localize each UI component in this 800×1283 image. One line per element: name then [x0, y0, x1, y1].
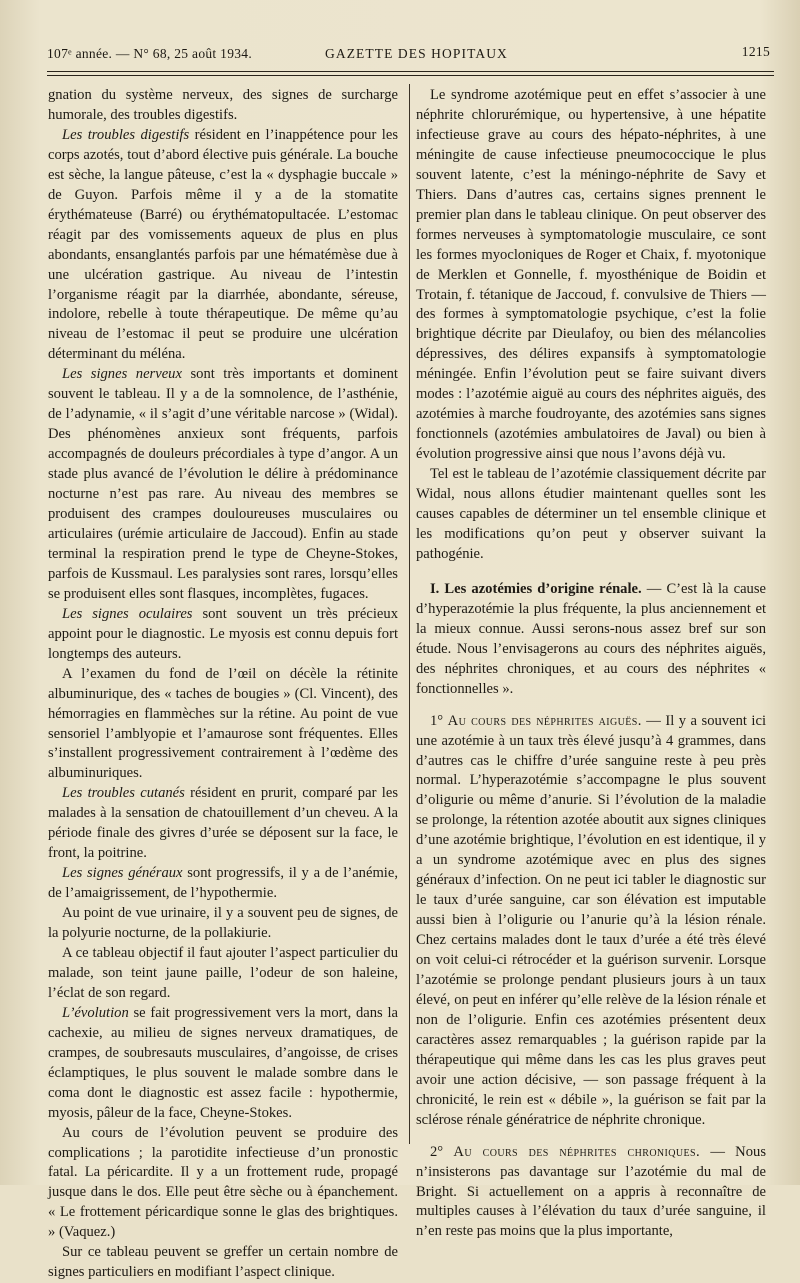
issue-info: 107ᵉ année. — N° 68, 25 août 1934.	[47, 46, 253, 61]
paragraph: A l’examen du fond de l’œil on décèle la rétinite albuminurique, des « taches de bougies » (Cl. Vincent), des hémorragies en flammèches sur la rétine. Au point de vue sensoriel l’amblyopie et l’amaurose sont fréquentes. Elles s’installent progressivement contrairement à l’œdème des albuminuriques.	[48, 665, 398, 782]
paragraph-lead: Les troubles cutanés	[62, 785, 185, 802]
right-column	[416, 86, 766, 1242]
paragraph-lead: Les signes oculaires	[62, 605, 193, 622]
header-rule-top	[47, 71, 774, 72]
paragraph-signes-nerveux: Les signes nerveux sont très importants et dominent souvent le tableau. Il y a de la somnolence, de l’asthénie, de l’adynamie, « il s’agit d’une véritable narcose » (Widal). Des phénomènes anxieux sont fréquents, parfois accompagnés de douleurs précordiales à type d’angor. A un stade plus avancé de l’évolution le délire à prédominance nocturne n’est pas rare. Au niveau des membres se produisent des crampes douloureuses musculaires ou articulaires (urémie articulaire de Jaccoud). Enfin au stade terminal la respiration prend le type de Cheyne-Stokes, parfois de Kussmaul. Les paralysies sont rares, lorsqu’elles se produisent elles sont flasques, incomplètes, fugaces.	[48, 366, 398, 602]
subsection-heading: Au cours des néphrites aiguës.	[447, 712, 642, 729]
paragraph-signes-oculaires: Les signes oculaires sont souvent un très précieux appoint pour le diagnostic. Le myosis est connu depuis fort longtemps des auteurs.	[48, 605, 398, 662]
subsection-nephrites-aigues: 1° Au cours des néphrites aiguës. — Il y a souvent ici une azotémie à un taux très élevé jusqu’à 4 grammes, dans d’autres cas le chiffre d’urée sanguine reste à peu près normal. L’hyperazotémie s’accompagne le plus souvent d’oligurie ou même d’anurie. Si l’évolution de la maladie se prolonge, la rétention azotée aboutit aux signes cliniques d’une azotémie brightique, l’évolution en est identique, il y a un syndrome azotémique avec en plus des signes généraux d’infection. On ne peut ici tabler le diagnostic sur le taux d’urée sanguine, car son élévation est imputable aussi bien à l’oligurie ou l’anurie qu’à la lésion rénale. Chez certains malades dont le taux d’urée a été très élevé on voit celui-ci rétrocéder et la guérison survenir. Lorsque l’azotémie se prolonge pendant plusieurs jours à un taux élevé, on peut en inférer qu’elle relève de la lésion rénale et non de l’oligurie. Enfin ces azotémies présentent deux caractères assez remarquables ; la guérison rapide par la thérapeutique qui même dans les cas les plus graves peut avoir une action décisive, — son passage fréquent à la chronicité, le rein est « débile », la guérison se fait par la sclérose rénale génératrice de néphrite chronique.	[416, 712, 766, 1128]
paragraph-evolution: L’évolution se fait progressivement vers la mort, dans la cachexie, au milieu de signes nerveux dramatiques, de crampes, de soubresauts musculaires, d’angoisse, de crises éclamptiques, le plus souvent le malade sombre dans le coma dont le diagnostic est assez facile : hypothermie, myosis, pâleur de la face, Cheyne-Stokes.	[48, 1004, 398, 1121]
header-rule-bottom	[47, 75, 774, 76]
paragraph: Sur ce tableau peuvent se greffer un certain nombre de signes particuliers en modifiant l’aspect clinique.	[48, 1244, 398, 1281]
paragraph: Au point de vue urinaire, il y a souvent peu de signes, de la polyurie nocturne, de la pollakiurie.	[48, 905, 398, 942]
page-number: 1215	[741, 44, 770, 59]
section-heading: I. Les azotémies d’origine rénale.	[430, 580, 642, 597]
paragraph: gnation du système nerveux, des signes de surcharge humorale, des troubles digestifs.	[48, 87, 398, 123]
paragraph-lead: Les signes généraux	[62, 865, 183, 882]
column-divider	[409, 84, 410, 1144]
paragraph-troubles-digestifs: Les troubles digestifs résident en l’inappétence pour les corps azotés, tout d’abord élective puis générale. La bouche est sèche, la langue pâteuse, c’est la « dysphagie buccale » de Guyon. Parfois même il y a de la stomatite érythémateuse (Barré) ou érythématopultacée. L’estomac réagit par des vomissements aqueux de plus en plus abondants, ensanglantés parfois par une hématémèse due à une ulcération gastrique. Au niveau de l’intestin l’organisme réagit par la diarrhée, abondante, séreuse, indolore, rebelle à toute thérapeutique. De même qu’au niveau de l’estomac il peut se produire une ulcération déterminant du méléna.	[48, 126, 399, 363]
paragraph-signes-generaux: Les signes généraux sont progressifs, il y a de l’anémie, de l’amaigrissement, de l’hypothermie.	[48, 865, 398, 902]
paragraph-lead: L’évolution	[62, 1004, 129, 1021]
paragraph: Au cours de l’évolution peuvent se produire des complications ; la parotidite infectieuse d’un pronostic fatal. La péricardite. Il y a un frottement rude, propagé jusque dans le dos. Elle peut être sèche ou à épanchement. « Le frottement péricardique sonne le glas des brightiques. » (Vaquez.)	[48, 1124, 398, 1241]
paragraph-troubles-cutanes: Les troubles cutanés résident en prurit, comparé par les malades à la sensation de chatouillement d’un cheveu. A la période finale des givres d’urée se déposent sur la face, le front, la poitrine.	[48, 785, 398, 862]
journal-title: GAZETTE DES HOPITAUX	[325, 46, 508, 61]
paragraph-lead: Les troubles digestifs	[62, 126, 190, 143]
section-azotemies-renales: I. Les azotémies d’origine rénale. — C’est là la cause d’hyperazotémie la plus fréquente, la plus anciennement et la mieux connue. Aussi serons-nous assez bref sur son étude. Nous l’envisagerons au cours des néphrites aiguës, des néphrites chroniques, et au cours des néphrites « fonctionnelles ».	[416, 580, 766, 697]
subsection-nephrites-chroniques: 2° Au cours des néphrites chroniques. — Nous n’insisterons pas davantage sur l’azotémie du mal de Bright. Si actuellement on a appris à reconnaître de multiples causes à l’élévation du taux d’urée sanguine, il n’en reste pas moins que la plus importante,	[416, 1143, 766, 1240]
subsection-number: 1°	[430, 712, 444, 729]
subsection-heading: Au cours des néphrites chroniques.	[453, 1143, 701, 1160]
paragraph: A ce tableau objectif il faut ajouter l’aspect particulier du malade, son teint jaune paille, l’odeur de son haleine, l’éclat de son regard.	[48, 944, 398, 1001]
left-column	[48, 86, 398, 1283]
subsection-number: 2°	[430, 1143, 444, 1160]
paragraph-lead: Les signes nerveux	[62, 366, 182, 383]
paragraph: Tel est le tableau de l’azotémie classiquement décrite par Widal, nous allons étudier maintenant quelles sont les causes capables de déterminer un tel ensemble clinique et les modifications qu’on peut y observer suivant la pathogénie.	[416, 466, 766, 562]
page-header	[47, 44, 770, 66]
paragraph: Le syndrome azotémique peut en effet s’associer à une néphrite chlorurémique, ou hypertensive, à une hépatite infectieuse grave au cours des hépato-néphrites, à une méningite de cause infectieuse pneumococcique le plus souvent latente, c’est la méningo-néphrite de Savy et Thiers. Dans d’autres cas, certains signes prennent le premier plan dans le tableau clinique. On peut observer des formes nerveuses à symptomatologie musculaire, ce sont les formes myocloniques de Roger et Chaix, f. myotonique de Merklen et Gonnelle, f. myosthénique de Boidin et Trotain, f. tétanique de Jaccoud, f. convulsive de Thiers — des formes à symptomatologie psychique, c’est la folie brightique décrite par Dieulafoy, ou bien des mélancolies dépressives, des délires expansifs à symptomatologie méningée. Enfin l’évolution peut se faire suivant divers modes : l’azotémie aiguë au cours des néphrites aiguës, des azotémies à marche foudroyante, des azotémies sans signes fonctionnels (azotémies ambulatoires de Javal) ou bien à évolution progressive ainsi que nous l’avons déjà vu.	[416, 87, 766, 463]
